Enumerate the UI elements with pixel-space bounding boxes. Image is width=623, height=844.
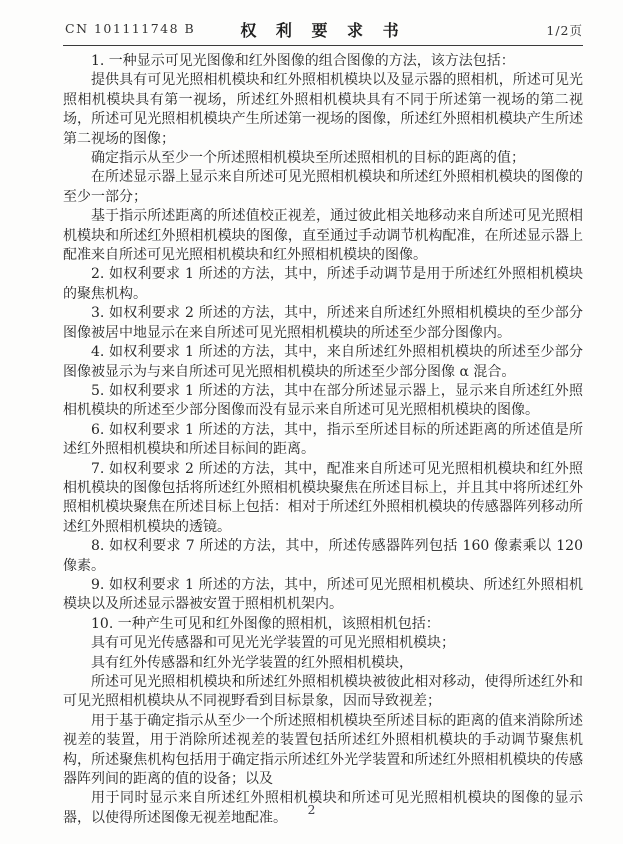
patent-number: CN 101111748 B (65, 21, 196, 36)
page-header (63, 18, 583, 46)
claim-paragraph: 具有红外传感器和红外光学装置的红外照相机模块， (91, 654, 413, 671)
claim-paragraph: 基于指示所述距离的所述值校正视差，通过彼此相关地移动来自所述可见光照相机模块和所述红外照相机模块的图像，直至通过手动调节机构配准，在所述显示器上配准来自所述可见光照相机模块和红外照相机模块的图像。 (63, 208, 583, 264)
claim-paragraph: 9. 如权利要求 1 所述的方法，其中，所述可见光照相机模块、所述红外照相机模块以及所述显示器被安置于照相机机架内。 (63, 576, 583, 613)
claims-body (63, 52, 583, 828)
claim-paragraph: 7. 如权利要求 2 所述的方法，其中，配准来自所述可见光照相机模块和红外照相机模块的图像包括将所述红外照相机模块聚焦在所述目标上，并且其中将所述红外照相机模块聚焦在所述目标上包括：相对于所述红外照相机模块的传感器阵列移动所述红外照相机模块的透镜。 (63, 460, 583, 535)
claim-paragraph: 8. 如权利要求 7 所述的方法，其中，所述传感器阵列包括 160 像素乘以 120 像素。 (63, 538, 583, 574)
claim-paragraph: 3. 如权利要求 2 所述的方法，其中，所述来自所述红外照相机模块的至少部分图像被居中地显示在来自所述可见光照相机模块的所述至少部分图像内。 (63, 305, 583, 341)
claim-paragraph: 6. 如权利要求 1 所述的方法，其中，指示至所述目标的所述距离的所述值是所述红外照相机模块和所述目标间的距离。 (63, 421, 583, 458)
page-number: 2 (307, 802, 316, 817)
claim-paragraph: 具有可见光传感器和可见光光学装置的可见光照相机模块； (91, 635, 455, 652)
page-footer (0, 802, 623, 817)
claim-paragraph: 用于基于确定指示从至少一个所述照相机模块至所述目标的距离的值来消除所述视差的装置，用于消除所述视差的装置包括所述红外照相机模块的手动调节聚焦机构，所述聚焦机构包括用于确定指示所述红外光学装置和所述红外照相机模块的传感器阵列间的距离的值的设备；以及 (63, 712, 583, 788)
claim-paragraph: 确定指示从至少一个所述照相机模块至所述照相机的目标的距离的值； (91, 150, 525, 167)
claim-paragraph: 用于同时显示来自所述红外照相机模块和所述可见光照相机模块的图像的显示器，以使得所述图像无视差地配准。 (63, 790, 583, 826)
page-indicator: 1/2页 (546, 23, 583, 38)
claim-paragraph: 4. 如权利要求 1 所述的方法，其中，来自所述红外照相机模块的所述至少部分图像被显示为与来自所述可见光照相机模块的所述至少部分图像 α 混合。 (63, 344, 583, 380)
claim-paragraph: 所述可见光照相机模块和所述红外照相机模块被彼此相对移动，使得所述红外和可见光照相机模块从不同视野看到目标景象，因而导致视差； (63, 674, 583, 710)
claim-paragraph: 提供具有可见光照相机模块和红外照相机模块以及显示器的照相机，所述可见光照相机模块具有第一视场，所述红外照相机模块具有不同于所述第一视场的第二视场，所述可见光照相机模块产生所述第一视场的图像，所述红外照相机模块产生所述第二视场的图像； (63, 72, 583, 147)
document-title: 权 利 要 求 书 (240, 21, 406, 40)
claim-paragraph: 5. 如权利要求 1 所述的方法，其中在部分所述显示器上，显示来自所述红外照相机模块的所述至少部分图像而没有显示来自所述可见光照相机模块的图像。 (63, 382, 583, 419)
claim-paragraph: 1. 一种显示可见光图像和红外图像的组合图像的方法，该方法包括： (91, 53, 515, 69)
claim-paragraph: 10. 一种产生可见和红外图像的照相机，该照相机包括： (91, 615, 440, 632)
claim-paragraph: 在所述显示器上显示来自所述可见光照相机模块和所述红外照相机模块的图像的至少一部分； (63, 169, 583, 205)
claim-paragraph: 2. 如权利要求 1 所述的方法，其中，所述手动调节是用于所述红外照相机模块的聚焦机构。 (63, 266, 583, 302)
